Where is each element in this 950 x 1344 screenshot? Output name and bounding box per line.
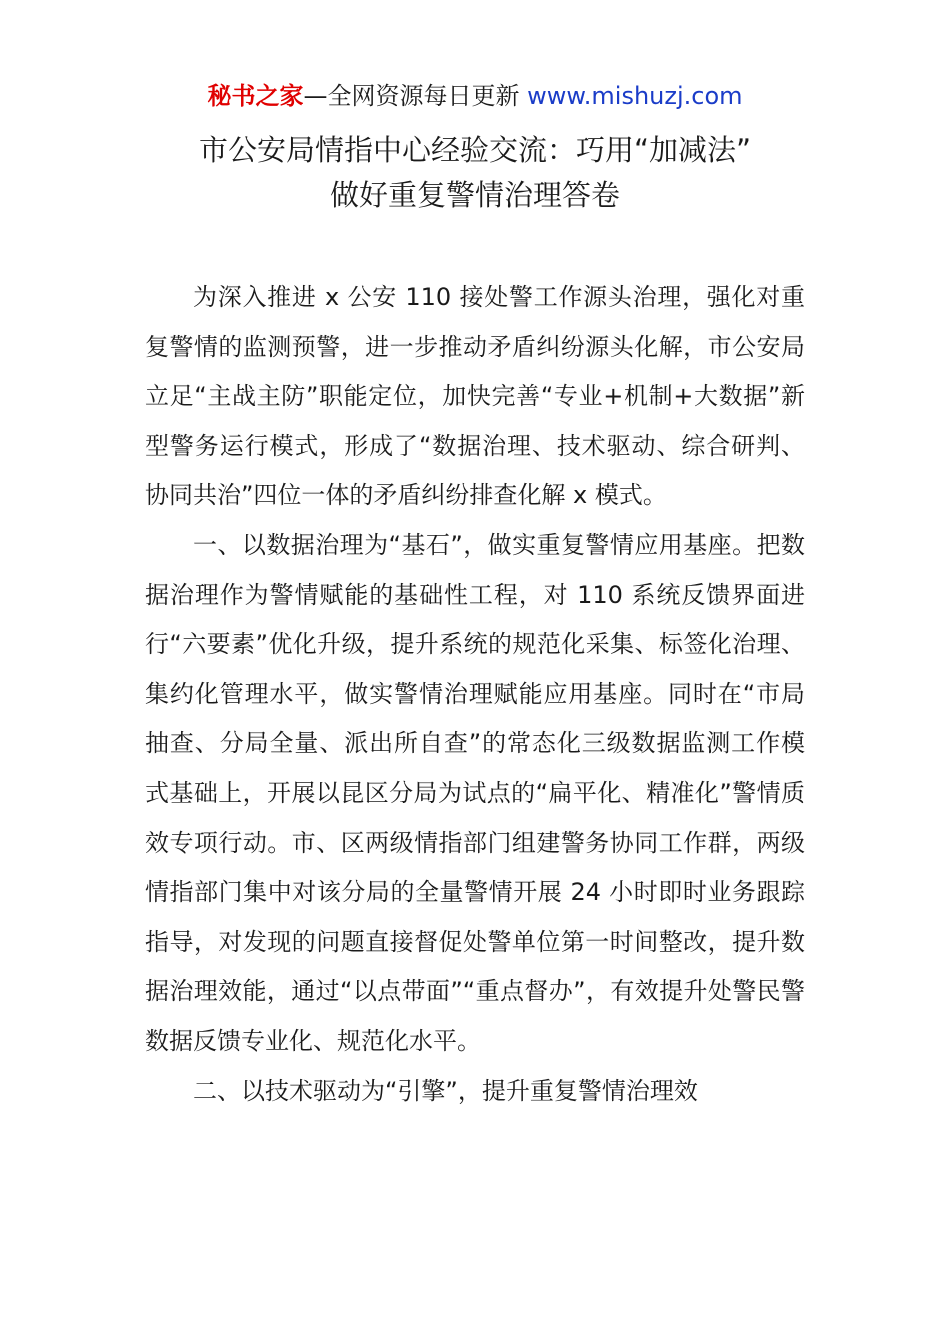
site-url[interactable]: www.mishuzj.com: [527, 82, 743, 110]
title-line-1: 市公安局情指中心经验交流：巧用“加减法”: [198, 133, 752, 167]
title-line-2: 做好重复警情治理答卷: [329, 178, 620, 212]
document-title: [0, 128, 950, 218]
header-tagline: —全网资源每日更新: [303, 82, 528, 110]
document-body: [145, 273, 805, 1116]
section-one-paragraph: 一、以数据治理为“基石”，做实重复警情应用基座。把数据治理作为警情赋能的基础性工程，对 110 系统反馈界面进行“六要素”优化升级，提升系统的规范化采集、标签化治理、集约化管理水平，做实警情治理赋能应用基座。同时在“市局抽查、分局全量、派出所自查”的常态化三级数据监测工作模式基础上，开展以昆区分局为试点的“扁平化、精准化”警情质效专项行动。市、区两级情指部门组建警务协同工作群，两级情指部门集中对该分局的全量警情开展 24 小时即时业务跟踪指导，对发现的问题直接督促处警单位第一时间整改，提升数据治理效能，通过“以点带面”“重点督办”，有效提升处警民警数据反馈专业化、规范化水平。: [145, 530, 805, 1055]
watermark-header: [0, 80, 950, 112]
brand-name: 秘书之家: [207, 82, 304, 110]
intro-paragraph: 为深入推进 x 公安 110 接处警工作源头治理，强化对重复警情的监测预警，进一步推动矛盾纠纷源头化解，市公安局立足“主战主防”职能定位，加快完善“专业+机制+大数据”新型警务运行模式，形成了“数据治理、技术驱动、综合研判、协同共治”四位一体的矛盾纠纷排查化解 x 模式。: [145, 283, 805, 510]
section-two-paragraph: 二、以技术驱动为“引擎”，提升重复警情治理效: [193, 1076, 698, 1105]
